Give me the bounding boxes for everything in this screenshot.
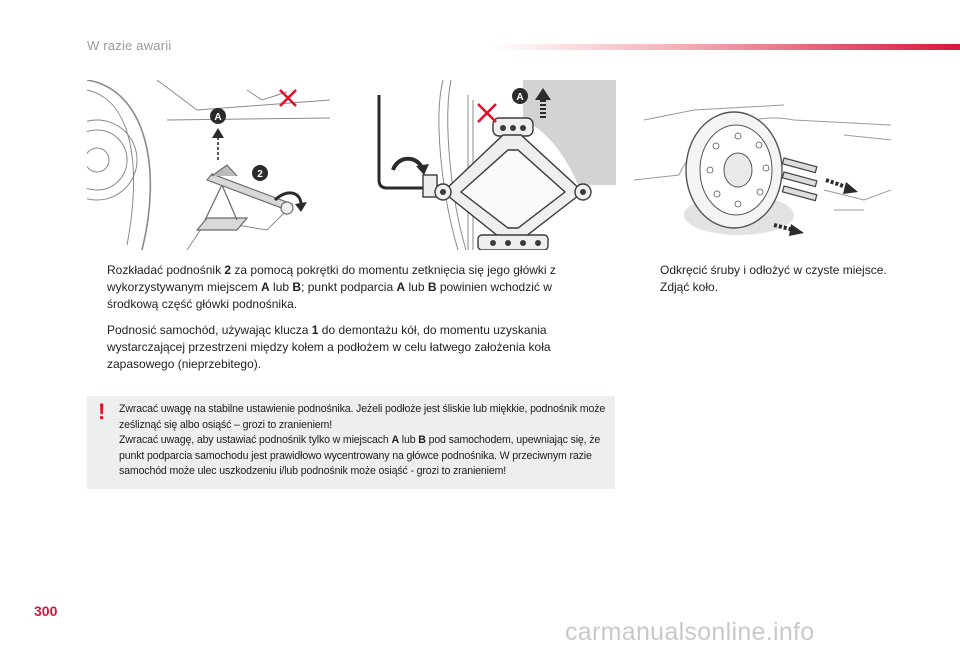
header-accent-bar (490, 44, 960, 50)
figure-wheel-removal (634, 80, 891, 250)
wheel-removal-illustration (634, 80, 891, 250)
cross-mark-icon (478, 104, 496, 122)
warning-line: Zwracać uwagę na stabilne ustawienie podnośnika. Jeżeli podłoże jest śliskie lub miękkie, podnośnik może ześliznąć się albo osiąść – grozi to zranieniem! (119, 403, 606, 431)
warning-box (87, 396, 615, 489)
bullet-icon (640, 279, 660, 296)
instruction-item (87, 322, 557, 373)
warning-text (119, 402, 607, 480)
jack-closeup-illustration (373, 80, 616, 250)
watermark: carmanualsonline.info (565, 618, 815, 646)
badge-a-label: A (214, 112, 222, 123)
badge-a-label: A (516, 92, 524, 103)
up-arrow-icon (212, 128, 224, 138)
figure-jack-closeup (373, 80, 616, 250)
crank-handle-icon (379, 95, 428, 188)
instruction-item (640, 262, 900, 279)
left-instructions (87, 262, 557, 373)
instruction-text: Podnosić samochód, używając klucza 1 do demontażu kół, do momentu uzyskania wystarczającej przestrzeni między kołem a podłożem w celu łatwego założenia koła zapasowego (nieprzebitego). (107, 323, 551, 371)
badge-2-label: 2 (257, 169, 263, 180)
bullet-icon (87, 322, 107, 373)
instruction-text: Odkręcić śruby i odłożyć w czyste miejsce. (660, 263, 887, 277)
page-number: 300 (34, 603, 58, 619)
warning-icon: ! (98, 399, 106, 424)
warning-line: Zwracać uwagę, aby ustawiać podnośnik tylko w miejscach A lub B pod samochodem, upewniając się, że punkt podparcia samochodu jest prawidłowo wycentrowany na główce podnośnika. W przeciwnym razie samochód może ulec uszkodzeniu i/lub podnośnik może osiąść - grozi to zranieniem! (119, 434, 601, 478)
bullet-icon (87, 262, 107, 313)
pull-arrow-icon (843, 182, 858, 194)
instruction-item (640, 279, 900, 296)
instruction-text: Zdjąć koło. (660, 280, 719, 294)
right-instructions (640, 262, 900, 296)
bullet-icon (640, 262, 660, 279)
section-title: W razie awarii (87, 38, 172, 53)
pull-arrow-icon (789, 224, 804, 236)
instruction-item (87, 262, 557, 313)
instruction-text: Rozkładać podnośnik 2 za pomocą pokrętki do momentu zetknięcia się jego główki z wykorzystywanym miejscem A lub B; punkt podparcia A lub B powinien wchodzić w środkową część główki podnośnika. (107, 263, 556, 311)
jack-placement-illustration (87, 80, 330, 250)
figure-jack-placement (87, 80, 330, 250)
